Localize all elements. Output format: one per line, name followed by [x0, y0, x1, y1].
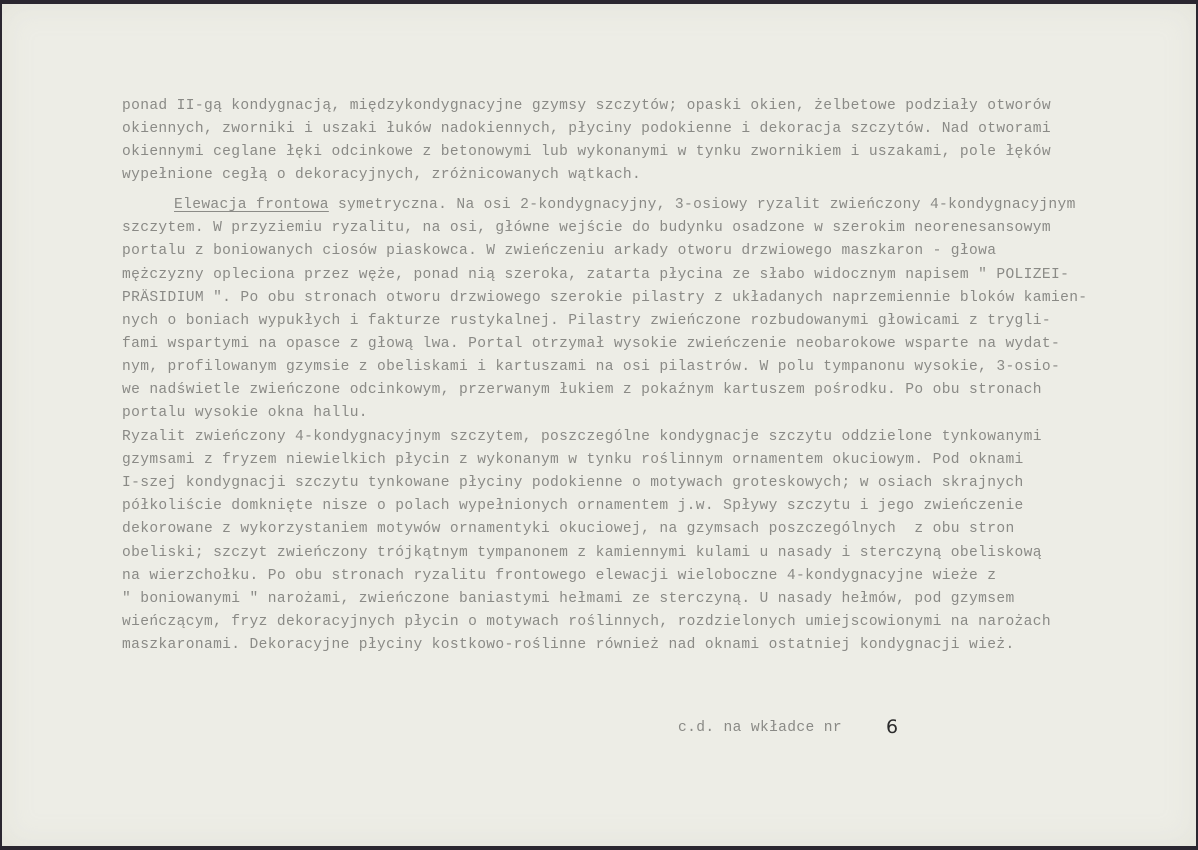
text-line: okiennymi ceglane łęki odcinkowe z betonowymi lub wykonanymi w tynku zwornikiem i uszakami, pole łęków	[122, 144, 1051, 160]
text-line: ponad II-gą kondygnacją, międzykondygnacyjne gzymsy szczytów; opaski okien, żelbetowe podziały otworów	[122, 98, 1051, 114]
text-line: Ryzalit zwieńczony 4-kondygnacyjnym szczytem, poszczególne kondygnacje szczytu oddzielone tynkowanymi	[122, 429, 1042, 445]
text-line: obeliski; szczyt zwieńczony trójkątnym tympanonem z kamiennymi kulami u nasady i sterczyną obeliskową	[122, 545, 1042, 561]
section-heading: Elewacja frontowa	[174, 197, 329, 213]
text-line: we nadświetle zwieńczone odcinkowym, przerwanym łukiem z pokaźnym kartuszem pośrodku. Po obu stronach	[122, 382, 1042, 398]
text-line: na wierzchołku. Po obu stronach ryzalitu frontowego elewacji wieloboczne 4-kondygnacyjne wieże z	[122, 568, 997, 584]
text-segment: symetryczna. Na osi 2-kondygnacyjny, 3-osiowy ryzalit zwieńczony 4-kondygnacyjnym	[328, 197, 1076, 213]
text-line: portalu wysokie okna hallu.	[122, 405, 368, 421]
handwritten-page-number: 6	[886, 716, 899, 738]
text-line: dekorowane z wykorzystaniem motywów ornamentyki okuciowej, na gzymsach poszczególnych z obu stron	[122, 521, 1015, 537]
text-line: półkoliście domknięte nisze o polach wypełnionych ornamentem j.w. Spływy szczytu i jego zwieńczenie	[122, 498, 1024, 514]
text-line: okiennych, zworniki i uszaki łuków nadokiennych, płyciny podokienne i dekoracja szczytów. Nad otworami	[122, 121, 1051, 137]
text-line: fami wspartymi na opasce z głową lwa. Portal otrzymał wysokie zwieńczenie neobarokowe wsparte na wydat-	[122, 336, 1061, 352]
text-line: szczytem. W przyziemiu ryzalitu, na osi, główne wejście do budynku osadzone w szerokim neorenesansowym	[122, 220, 1051, 236]
document-page	[2, 4, 1196, 846]
text-line: gzymsami z fryzem niewielkich płycin z wykonanym w tynku roślinnym ornamentem okuciowym. Pod oknami	[122, 452, 1024, 468]
text-line: PRÄSIDIUM ". Po obu stronach otworu drzwiowego szerokie pilastry z układanych naprzemiennie bloków kamien-	[122, 290, 1088, 306]
text-line: I-szej kondygnacji szczytu tynkowane płyciny podokienne o motywach groteskowych; w osiach skrajnych	[122, 475, 1024, 491]
text-line: mężczyzny opleciona przez węże, ponad nią szeroka, zatarta płycina ze słabo widocznym napisem " POLIZEI-	[122, 267, 1070, 283]
text-line: maszkaronami. Dekoracyjne płyciny kostkowo-roślinne również nad oknami ostatniej kondygnacji wież.	[122, 637, 1015, 653]
text-line: " boniowanymi " narożami, zwieńczone baniastymi hełmami ze sterczyną. U nasady hełmów, pod gzymsem	[122, 591, 1015, 607]
text-line: nym, profilowanym gzymsie z obeliskami i kartuszami na osi pilastrów. W polu tympanonu wysokie, 3-osio-	[122, 359, 1061, 375]
continuation-note: c.d. na wkładce nr	[678, 720, 842, 736]
paragraph-first-line	[174, 196, 1076, 214]
text-line: wieńczącym, fryz dekoracyjnych płycin o motywach roślinnych, rozdzielonych umiejscowionymi na narożach	[122, 614, 1051, 630]
text-line: nych o boniach wypukłych i fakturze rustykalnej. Pilastry zwieńczone rozbudowanymi głowicami z trygli-	[122, 313, 1051, 329]
text-line: portalu z boniowanych ciosów piaskowca. W zwieńczeniu arkady otworu drzwiowego maszkaron - głowa	[122, 243, 997, 259]
text-line: wypełnione cegłą o dekoracyjnych, zróżnicowanych wątkach.	[122, 167, 642, 183]
